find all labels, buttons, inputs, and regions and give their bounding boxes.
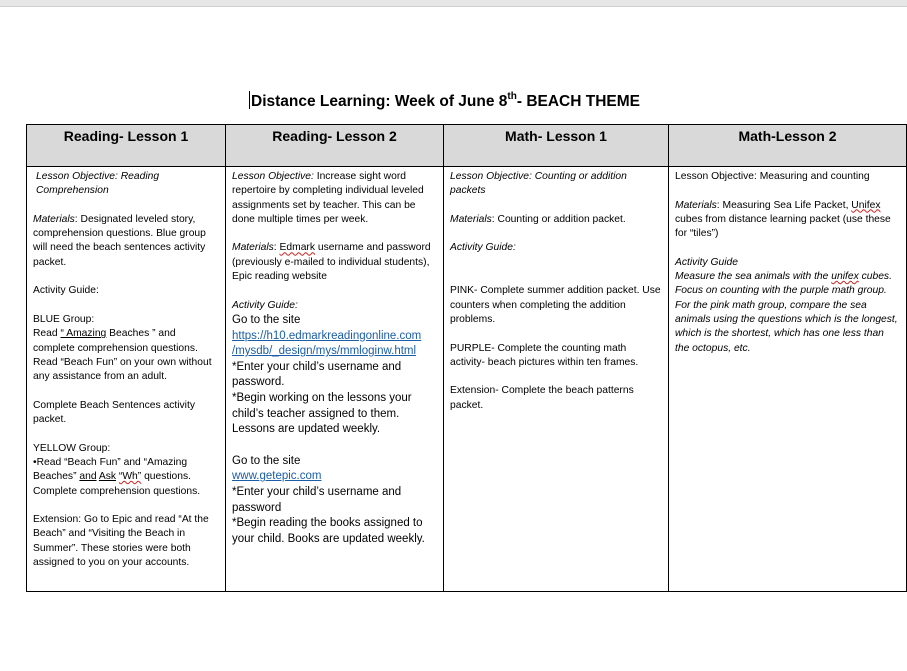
content-row	[27, 167, 907, 592]
r1-extension: Extension: Go to Epic and read “At the Beach” and “Visiting the Beach in Summer”. These stories were both assigned to you on your accounts.	[33, 514, 209, 569]
r2-activity-guide: Activity Guide:	[232, 299, 298, 311]
r1-objective: Lesson Objective: Reading Comprehension	[36, 171, 160, 197]
cell-math-lesson-2	[669, 167, 907, 592]
m2-materials: Materials: Measuring Sea Life Packet, Unifex cubes from distance learning packet (use these for “tiles”)	[675, 199, 891, 240]
r1-materials: Materials: Designated leveled story, comprehension questions. Blue group will need the beach sentences activity packet.	[33, 213, 206, 268]
r2-materials: Materials: Edmark username and password (previously e-mailed to individual students), Epic reading website	[232, 242, 431, 283]
r1-yellow-task-1: •Read “Beach Fun” and “Amazing Beaches” and Ask “Wh” questions.	[33, 456, 192, 483]
header-row	[27, 125, 907, 167]
cell-reading-lesson-1	[27, 167, 226, 592]
r2-begin-reading: *Begin reading the books assigned to your child. Books are updated weekly.	[232, 517, 425, 545]
r1-blue-task-1: Read “ Amazing Beaches ” and complete comprehension questions.	[33, 328, 198, 354]
r2-goto-epic: Go to the site	[232, 454, 301, 467]
m1-purple-task: PURPLE- Complete the counting math activity- beach pictures within ten frames.	[450, 342, 639, 368]
m1-activity-guide: Activity Guide:	[450, 242, 516, 254]
r1-blue-heading: BLUE Group:	[33, 313, 95, 325]
header-math-lesson-1: Math- Lesson 1	[444, 125, 669, 167]
header-math-lesson-2: Math-Lesson 2	[669, 125, 907, 167]
m1-materials: Materials: Counting or addition packet.	[450, 213, 626, 225]
r2-goto-edmark: Go to the site	[232, 313, 301, 326]
epic-link[interactable]: www.getepic.com	[232, 470, 322, 483]
r1-yellow-heading: YELLOW Group:	[33, 442, 111, 454]
r2-objective: Lesson Objective: Increase sight word repertoire by completing individual leveled assignments set by teacher. This can be done multiple times per week.	[232, 171, 424, 225]
cell-reading-lesson-2	[226, 167, 444, 592]
m1-objective: Lesson Objective: Counting or addition packets	[450, 171, 627, 197]
lesson-plan-table	[26, 124, 907, 592]
r2-enter-credentials-1: *Enter your child’s username and password.	[232, 360, 402, 389]
page-title: Distance Learning: Week of June 8th- BEACH THEME	[251, 90, 640, 110]
m1-pink-task: PINK- Complete summer addition packet. Use counters when completing the addition problems.	[450, 285, 661, 325]
m1-extension: Extension- Complete the beach patterns packet.	[450, 385, 634, 411]
r2-begin-lessons: *Begin working on the lessons your child’s teacher assigned to them. Lessons are updated weekly.	[232, 391, 412, 436]
header-reading-lesson-2: Reading- Lesson 2	[226, 125, 444, 167]
cell-math-lesson-1	[444, 167, 669, 592]
r2-enter-credentials-2: *Enter your child’s username and password	[232, 485, 402, 514]
r1-yellow-task-2: Complete comprehension questions.	[33, 485, 201, 497]
text-cursor	[249, 91, 250, 109]
r1-blue-task-2: Read “Beach Fun” on your own without any assistance from an adult.	[33, 356, 212, 383]
r1-complete-packet: Complete Beach Sentences activity packet.	[33, 399, 195, 426]
r1-activity-guide: Activity Guide:	[33, 285, 99, 297]
header-reading-lesson-1: Reading- Lesson 1	[27, 125, 226, 167]
window-top-bar	[0, 0, 907, 7]
m2-objective: Lesson Objective: Measuring and counting	[675, 171, 870, 182]
m2-guide-text: Measure the sea animals with the unifex cubes. Focus on counting with the purple math group. For the pink math group, compare the sea animals using the questions which is the longest, which is the shortest, which has one less than the octopus, etc.	[675, 271, 898, 354]
m2-activity-guide: Activity Guide	[675, 256, 738, 268]
edmark-link[interactable]: https://h10.edmarkreadingonline.com /mysdb/_design/mys/mmloginw.html	[232, 329, 422, 358]
